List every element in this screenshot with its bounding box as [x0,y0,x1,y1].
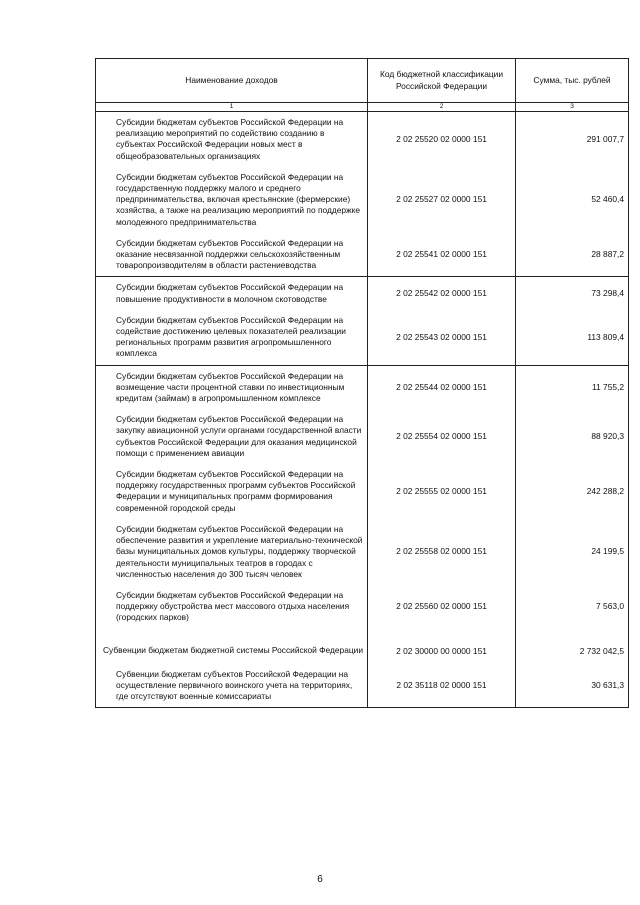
classification-code: 2 02 25543 02 0000 151 [368,310,516,365]
table-row [96,519,629,585]
amount: 11 755,2 [516,365,629,409]
table-row [96,310,629,365]
page-number: 6 [317,874,323,885]
revenue-name: Субсидии бюджетам субъектов Российской Федерации на государственную поддержку малого и среднего предпринимательства, включая крестьянские (фермерские) хозяйства, а также на реализацию мероприятий по поддержке молодежного предпринимательства [96,167,368,233]
header-name: Наименование доходов [96,59,368,103]
classification-code: 2 02 25544 02 0000 151 [368,365,516,409]
revenue-name: Субсидии бюджетам субъектов Российской Федерации на возмещение части процентной ставки по инвестиционным кредитам (займам) в агропромышленном комплексе [96,365,368,409]
table-row [96,277,629,310]
revenue-table [95,58,629,708]
classification-code: 2 02 25555 02 0000 151 [368,464,516,519]
classification-code: 2 02 25554 02 0000 151 [368,409,516,464]
table-row [96,464,629,519]
amount: 291 007,7 [516,112,629,167]
table-row [96,409,629,464]
table-row [96,365,629,409]
amount: 28 887,2 [516,233,629,277]
amount: 2 732 042,5 [516,629,629,664]
amount: 73 298,4 [516,277,629,310]
column-number-1: 1 [96,103,368,112]
amount: 24 199,5 [516,519,629,585]
amount: 52 460,4 [516,167,629,233]
column-number-2: 2 [368,103,516,112]
classification-code: 2 02 30000 00 0000 151 [368,629,516,664]
revenue-name: Субсидии бюджетам субъектов Российской Федерации на поддержку обустройства мест массового отдыха населения (городских парков) [96,585,368,629]
revenue-name: Субсидии бюджетам субъектов Российской Федерации на поддержку государственных программ субъектов Российской Федерации и муниципальных программ формирования современной городской среды [96,464,368,519]
revenue-name: Субсидии бюджетам субъектов Российской Федерации на обеспечение развития и укрепление материально-технической базы муниципальных домов культуры, поддержку творческой деятельности муниципальных театров в городах с численностью населения до 300 тысяч человек [96,519,368,585]
amount: 88 920,3 [516,409,629,464]
header-code: Код бюджетной классификации Российской Федерации [368,59,516,103]
table-row [96,167,629,233]
table-row [96,664,629,708]
amount: 7 563,0 [516,585,629,629]
classification-code: 2 02 35118 02 0000 151 [368,664,516,708]
amount: 30 631,3 [516,664,629,708]
classification-code: 2 02 25542 02 0000 151 [368,277,516,310]
table-row [96,629,629,664]
revenue-name: Субсидии бюджетам субъектов Российской Федерации на оказание несвязанной поддержки сельскохозяйственным товаропроизводителям в области растениеводства [96,233,368,277]
header-row [96,59,629,103]
table-row [96,585,629,629]
classification-code: 2 02 25558 02 0000 151 [368,519,516,585]
revenue-name: Субсидии бюджетам субъектов Российской Федерации на содействие достижению целевых показателей реализации региональных программ развития агропромышленного комплекса [96,310,368,365]
revenue-name: Субсидии бюджетам субъектов Российской Федерации на закупку авиационной услуги органами государственной власти субъектов Российской Федерации для оказания медицинской помощи с применением авиации [96,409,368,464]
revenue-name: Субсидии бюджетам субъектов Российской Федерации на повышение продуктивности в молочном скотоводстве [96,277,368,310]
column-number-3: 3 [516,103,629,112]
classification-code: 2 02 25527 02 0000 151 [368,167,516,233]
table-row [96,233,629,277]
classification-code: 2 02 25520 02 0000 151 [368,112,516,167]
table-row [96,112,629,167]
amount: 113 809,4 [516,310,629,365]
amount: 242 288,2 [516,464,629,519]
classification-code: 2 02 25560 02 0000 151 [368,585,516,629]
revenue-name: Субвенции бюджетам бюджетной системы Российской Федерации [96,629,368,664]
header-sum: Сумма, тыс. рублей [516,59,629,103]
classification-code: 2 02 25541 02 0000 151 [368,233,516,277]
revenue-name: Субвенции бюджетам субъектов Российской Федерации на осуществление первичного воинского учета на территориях, где отсутствуют военные комиссариаты [96,664,368,708]
revenue-name: Субсидии бюджетам субъектов Российской Федерации на реализацию мероприятий по содействию созданию в субъектах Российской Федерации новых мест в общеобразовательных организациях [96,112,368,167]
column-numbers-row [96,103,629,112]
